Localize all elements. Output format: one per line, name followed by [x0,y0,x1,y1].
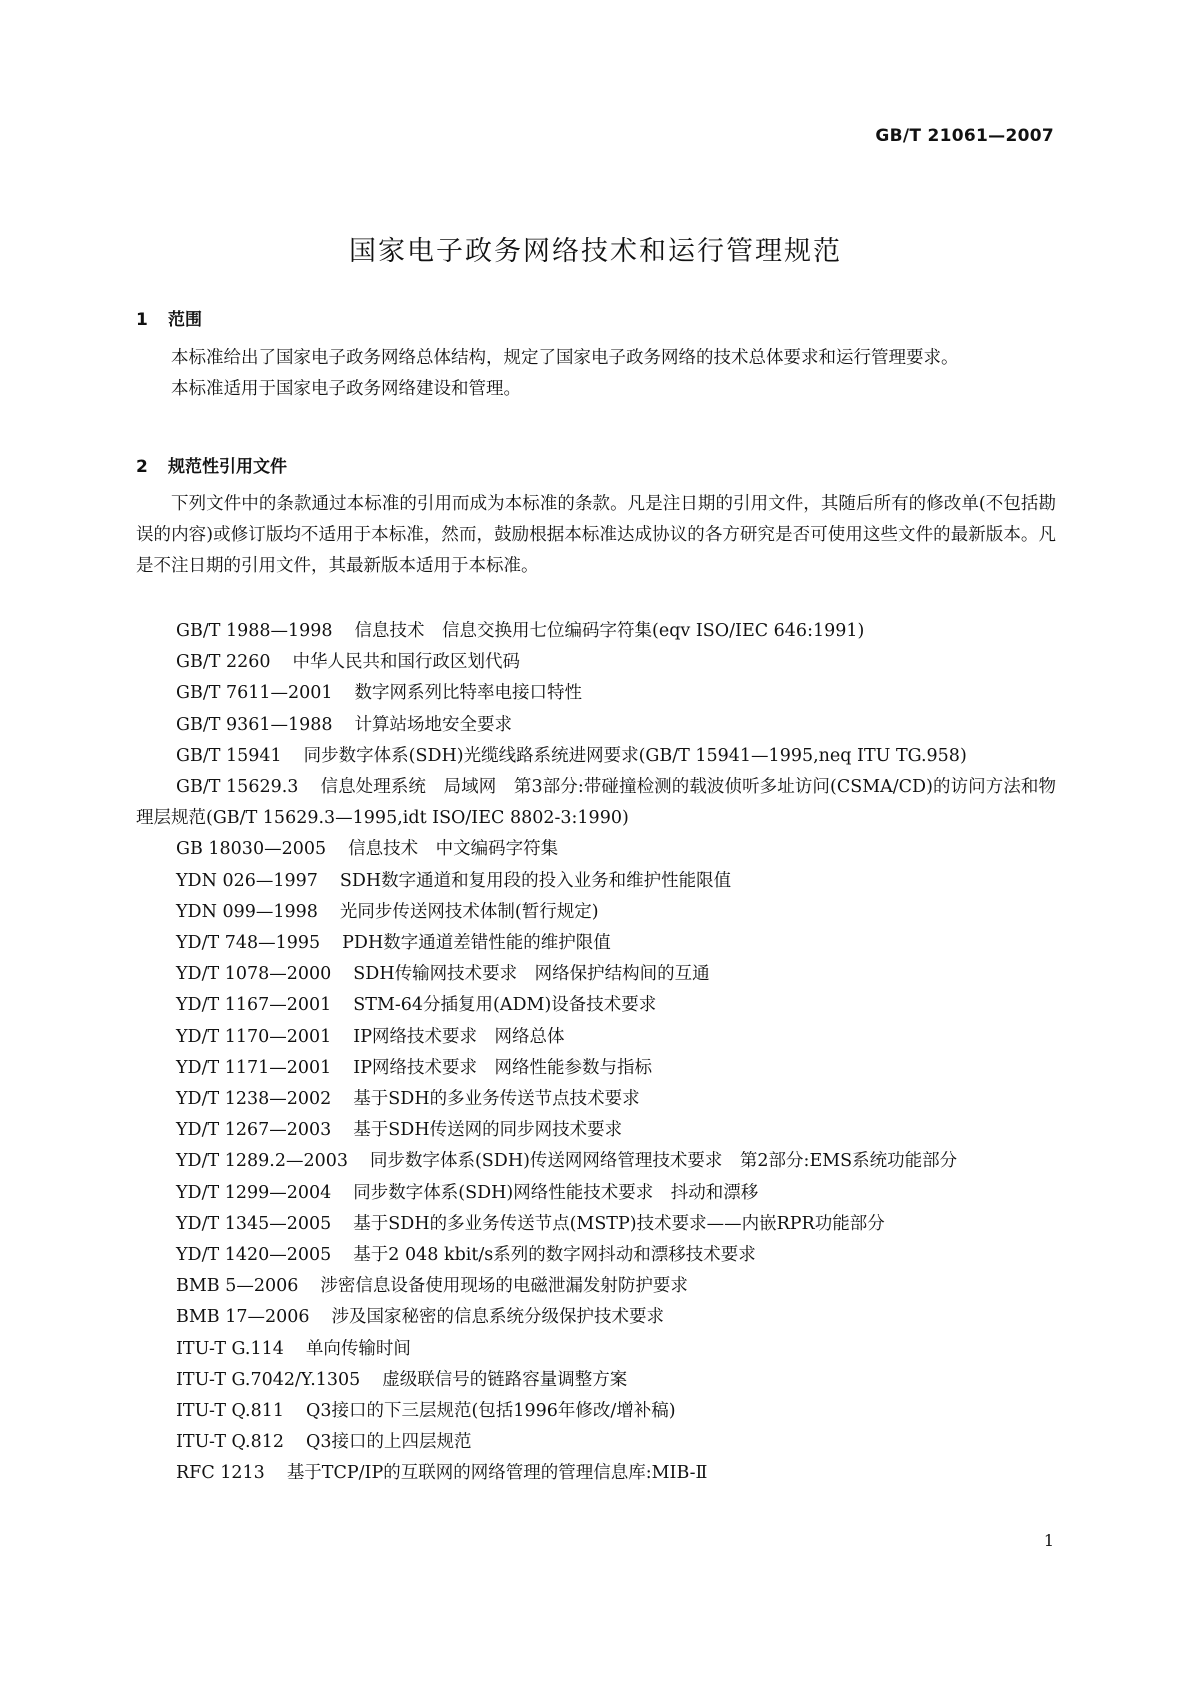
paragraph: 本标准给出了国家电子政务网络总体结构，规定了国家电子政务网络的技术总体要求和运行管理要求。 [171,348,959,368]
reference-title: 同步数字体系(SDH)网络性能技术要求 抖动和漂移 [353,1182,759,1203]
section-number: 2 [136,457,148,477]
reference-title: SDH数字通道和复用段的投入业务和维护性能限值 [339,870,732,891]
reference-item [136,1365,1056,1396]
section-heading-normative-references [136,452,287,477]
reference-item [136,1084,1056,1115]
reference-code: YD/T 1267—2003 [176,1120,332,1141]
reference-code: YD/T 1420—2005 [176,1245,332,1266]
reference-item [136,772,1056,834]
reference-title: 中华人民共和国行政区划代码 [292,652,521,673]
reference-title: 信息技术 信息交换用七位编码字符集(eqv ISO/IEC 646:1991) [354,621,865,641]
reference-code: ITU-T Q.812 [176,1432,284,1453]
reference-code: YD/T 748—1995 [176,933,321,954]
reference-title: 涉密信息设备使用现场的电磁泄漏发射防护要求 [320,1276,688,1297]
reference-code: ITU-T Q.811 [176,1401,284,1422]
reference-title: 计算站场地安全要求 [354,714,513,735]
reference-item [136,1209,1056,1240]
reference-title: 基于TCP/IP的互联网的网络管理的管理信息库:MIB-Ⅱ [286,1463,708,1484]
reference-title: 数字网系列比特率电接口特性 [354,683,583,704]
reference-list [136,616,1056,1490]
reference-item [136,678,1056,709]
reference-item [136,616,1056,647]
reference-title: 光同步传送网技术体制(暂行规定) [339,901,599,922]
section-number: 1 [136,310,148,330]
reference-code: GB 18030—2005 [176,839,327,860]
section-heading-scope [136,305,202,330]
reference-code: BMB 17—2006 [176,1307,310,1328]
reference-item [136,959,1056,990]
reference-code: GB/T 1988—1998 [176,621,333,641]
standard-number: GB/T 21061—2007 [875,126,1054,146]
reference-title: 涉及国家秘密的信息系统分级保护技术要求 [331,1307,665,1328]
reference-title: 虚级联信号的链路容量调整方案 [382,1369,628,1390]
reference-code: YD/T 1299—2004 [176,1182,332,1203]
reference-code: YD/T 1171—2001 [176,1057,332,1078]
reference-item [136,834,1056,865]
reference-code: GB/T 15629.3 [176,777,299,798]
reference-item [136,1053,1056,1084]
reference-code: ITU-T G.7042/Y.1305 [176,1369,361,1390]
reference-title: PDH数字通道差错性能的维护限值 [342,933,611,954]
reference-title: Q3接口的上四层规范 [306,1432,472,1453]
reference-title: STM-64分插复用(ADM)设备技术要求 [353,995,657,1016]
paragraph: 本标准适用于国家电子政务网络建设和管理。 [171,379,521,399]
reference-code: GB/T 2260 [176,652,271,673]
reference-code: YD/T 1170—2001 [176,1026,332,1047]
reference-title: 基于2 048 kbit/s系列的数字网抖动和漂移技术要求 [353,1245,756,1266]
reference-title: 单向传输时间 [305,1338,411,1359]
references-intro [136,489,1056,582]
section-title: 范围 [168,310,202,330]
reference-item [136,990,1056,1021]
reference-title: IP网络技术要求 网络性能参数与指标 [353,1057,652,1078]
reference-item [136,866,1056,897]
reference-item [136,1022,1056,1053]
reference-title: 信息技术 中文编码字符集 [348,839,559,860]
reference-code: YDN 026—1997 [176,870,318,891]
reference-code: YD/T 1078—2000 [176,964,332,985]
reference-item [136,928,1056,959]
reference-title: 基于SDH的多业务传送节点(MSTP)技术要求——内嵌RPR功能部分 [353,1213,885,1234]
reference-item [136,1334,1056,1365]
reference-title: 信息处理系统 局域网 第3部分:带碰撞检测的载波侦听多址访问(CSMA/CD)的访问方法和物理层规范(GB/T 15629.3—1995,idt ISO/IEC 8802-3:1990) [136,777,1056,829]
reference-item [136,1427,1056,1458]
reference-item [136,1396,1056,1427]
reference-code: YD/T 1167—2001 [176,995,332,1016]
reference-item [136,1271,1056,1302]
reference-item [136,1240,1056,1271]
reference-item [136,1115,1056,1146]
reference-code: RFC 1213 [176,1463,265,1484]
reference-code: GB/T 15941 [176,745,282,766]
reference-item [136,1458,1056,1489]
page-number: 1 [1043,1531,1054,1550]
reference-item [136,710,1056,741]
reference-title: 同步数字体系(SDH)传送网网络管理技术要求 第2部分:EMS系统功能部分 [369,1151,958,1172]
reference-title: IP网络技术要求 网络总体 [353,1026,565,1047]
reference-code: GB/T 9361—1988 [176,714,333,735]
reference-code: BMB 5—2006 [176,1276,299,1297]
scope-body [136,343,1056,405]
reference-item [136,1178,1056,1209]
reference-item [136,1146,1056,1177]
reference-item [136,1302,1056,1333]
document-title: 国家电子政务网络技术和运行管理规范 [349,236,842,267]
section-title: 规范性引用文件 [168,457,287,477]
reference-code: ITU-T G.114 [176,1338,284,1359]
reference-item [136,897,1056,928]
reference-title: 同步数字体系(SDH)光缆线路系统进网要求(GB/T 15941—1995,neq ITU TG.958) [303,745,967,766]
reference-code: YDN 099—1998 [176,901,318,922]
reference-title: SDH传输网技术要求 网络保护结构间的互通 [353,964,710,985]
reference-title: 基于SDH的多业务传送节点技术要求 [353,1089,640,1110]
reference-code: YD/T 1345—2005 [176,1213,332,1234]
reference-item [136,741,1056,772]
reference-title: Q3接口的下三层规范(包括1996年修改/增补稿) [306,1401,676,1422]
reference-title: 基于SDH传送网的同步网技术要求 [353,1120,623,1141]
reference-code: GB/T 7611—2001 [176,683,333,704]
reference-item [136,647,1056,678]
reference-code: YD/T 1289.2—2003 [176,1151,348,1172]
paragraph: 下列文件中的条款通过本标准的引用而成为本标准的条款。凡是注日期的引用文件，其随后所有的修改单(不包括勘误的内容)或修订版均不适用于本标准，然而，鼓励根据本标准达成协议的各方研究是否可使用这些文件的最新版本。凡是不注日期的引用文件，其最新版本适用于本标准。 [136,494,1056,576]
reference-code: YD/T 1238—2002 [176,1089,332,1110]
